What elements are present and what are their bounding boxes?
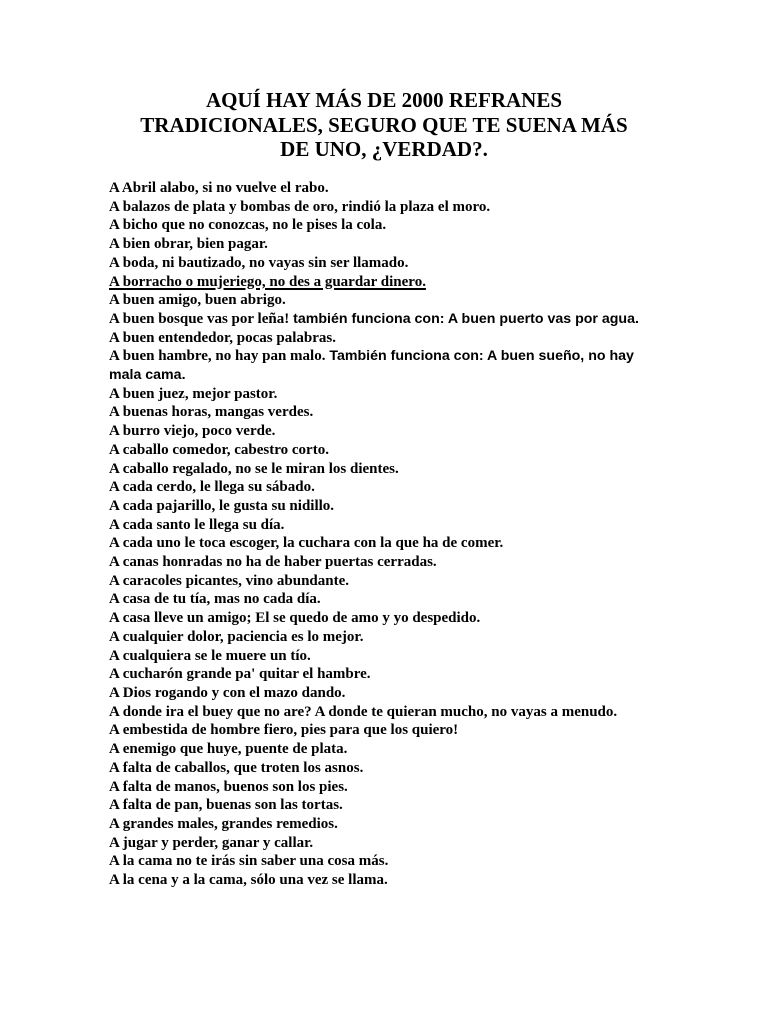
refran-item: A falta de pan, buenas son las tortas.: [109, 797, 343, 814]
title-line: AQUÍ HAY MÁS DE 2000 REFRANES: [205, 88, 563, 112]
refran-item: A buenas horas, mangas verdes.: [109, 404, 314, 421]
refran-item: A cualquier dolor, paciencia es lo mejor.: [109, 628, 364, 645]
refran-item: A bien obrar, bien pagar.: [109, 236, 268, 253]
refran-item: A buen entendedor, pocas palabras.: [109, 329, 336, 346]
refran-text: A buen hambre, no hay pan malo.: [109, 348, 326, 365]
refran-item: [109, 347, 669, 384]
refran-item: A buen amigo, buen abrigo.: [109, 292, 286, 309]
refran-item: A la cama no te irás sin saber una cosa más.: [109, 853, 389, 870]
refran-item: A la cena y a la cama, sólo una vez se llama.: [109, 872, 388, 889]
refran-item: A cada uno le toca escoger, la cuchara con la que ha de comer.: [109, 535, 504, 552]
refran-item: A falta de caballos, que troten los asnos.: [109, 759, 364, 776]
refran-item: A caballo comedor, cabestro corto.: [109, 441, 329, 458]
refran-item: A cada cerdo, le llega su sábado.: [109, 479, 315, 496]
refran-item: A grandes males, grandes remedios.: [109, 815, 338, 832]
refran-item: A caballo regalado, no se le miran los dientes.: [109, 460, 399, 477]
refran-item: A Abril alabo, si no vuelve el rabo.: [109, 180, 329, 196]
refran-variant: también funciona con: A buen puerto vas por agua.: [289, 310, 639, 327]
refran-item: A embestida de hombre fiero, pies para que los quiero!: [109, 722, 459, 739]
refran-item: A boda, ni bautizado, no vayas sin ser llamado.: [109, 254, 409, 271]
refranes-list: [109, 179, 669, 890]
refran-item: A Dios rogando y con el mazo dando.: [109, 684, 346, 701]
document-title: [100, 88, 668, 162]
refran-item: A cucharón grande pa' quitar el hambre.: [109, 666, 371, 683]
refran-item: A jugar y perder, ganar y callar.: [109, 834, 314, 851]
refran-item: A buen juez, mejor pastor.: [109, 385, 278, 402]
refran-item: A enemigo que huye, puente de plata.: [109, 741, 348, 758]
refran-item: A caracoles picantes, vino abundante.: [109, 572, 350, 589]
title-line: TRADICIONALES, SEGURO QUE TE SUENA MÁS: [140, 112, 628, 137]
refran-item: A bicho que no conozcas, no le pises la cola.: [109, 217, 387, 234]
refran-item: A balazos de plata y bombas de oro, rindió la plaza el moro.: [109, 198, 491, 215]
refran-item: A casa lleve un amigo; El se quedo de amo y yo despedido.: [109, 610, 481, 627]
refran-item-underlined: A borracho o mujeriego, no des a guardar dinero.: [109, 273, 426, 290]
title-line: DE UNO, ¿VERDAD?.: [280, 137, 488, 161]
refran-variant: También funciona con: A buen sueño, no hay mala cama.: [109, 348, 634, 384]
refran-item: A cada pajarillo, le gusta su nidillo.: [109, 497, 335, 514]
refran-item: A cada santo le llega su día.: [109, 516, 285, 533]
refran-item: [109, 310, 669, 329]
refran-item: A donde ira el buey que no are? A donde te quieran mucho, no vayas a menudo.: [109, 703, 618, 720]
refran-item: A falta de manos, buenos son los pies.: [109, 778, 348, 795]
refran-item: A casa de tu tía, mas no cada día.: [109, 591, 321, 608]
refran-item: A burro viejo, poco verde.: [109, 423, 276, 440]
refran-item: A canas honradas no ha de haber puertas cerradas.: [109, 554, 437, 571]
refran-item: A cualquiera se le muere un tío.: [109, 647, 311, 664]
refran-text: A buen bosque vas por leña!: [109, 310, 290, 327]
